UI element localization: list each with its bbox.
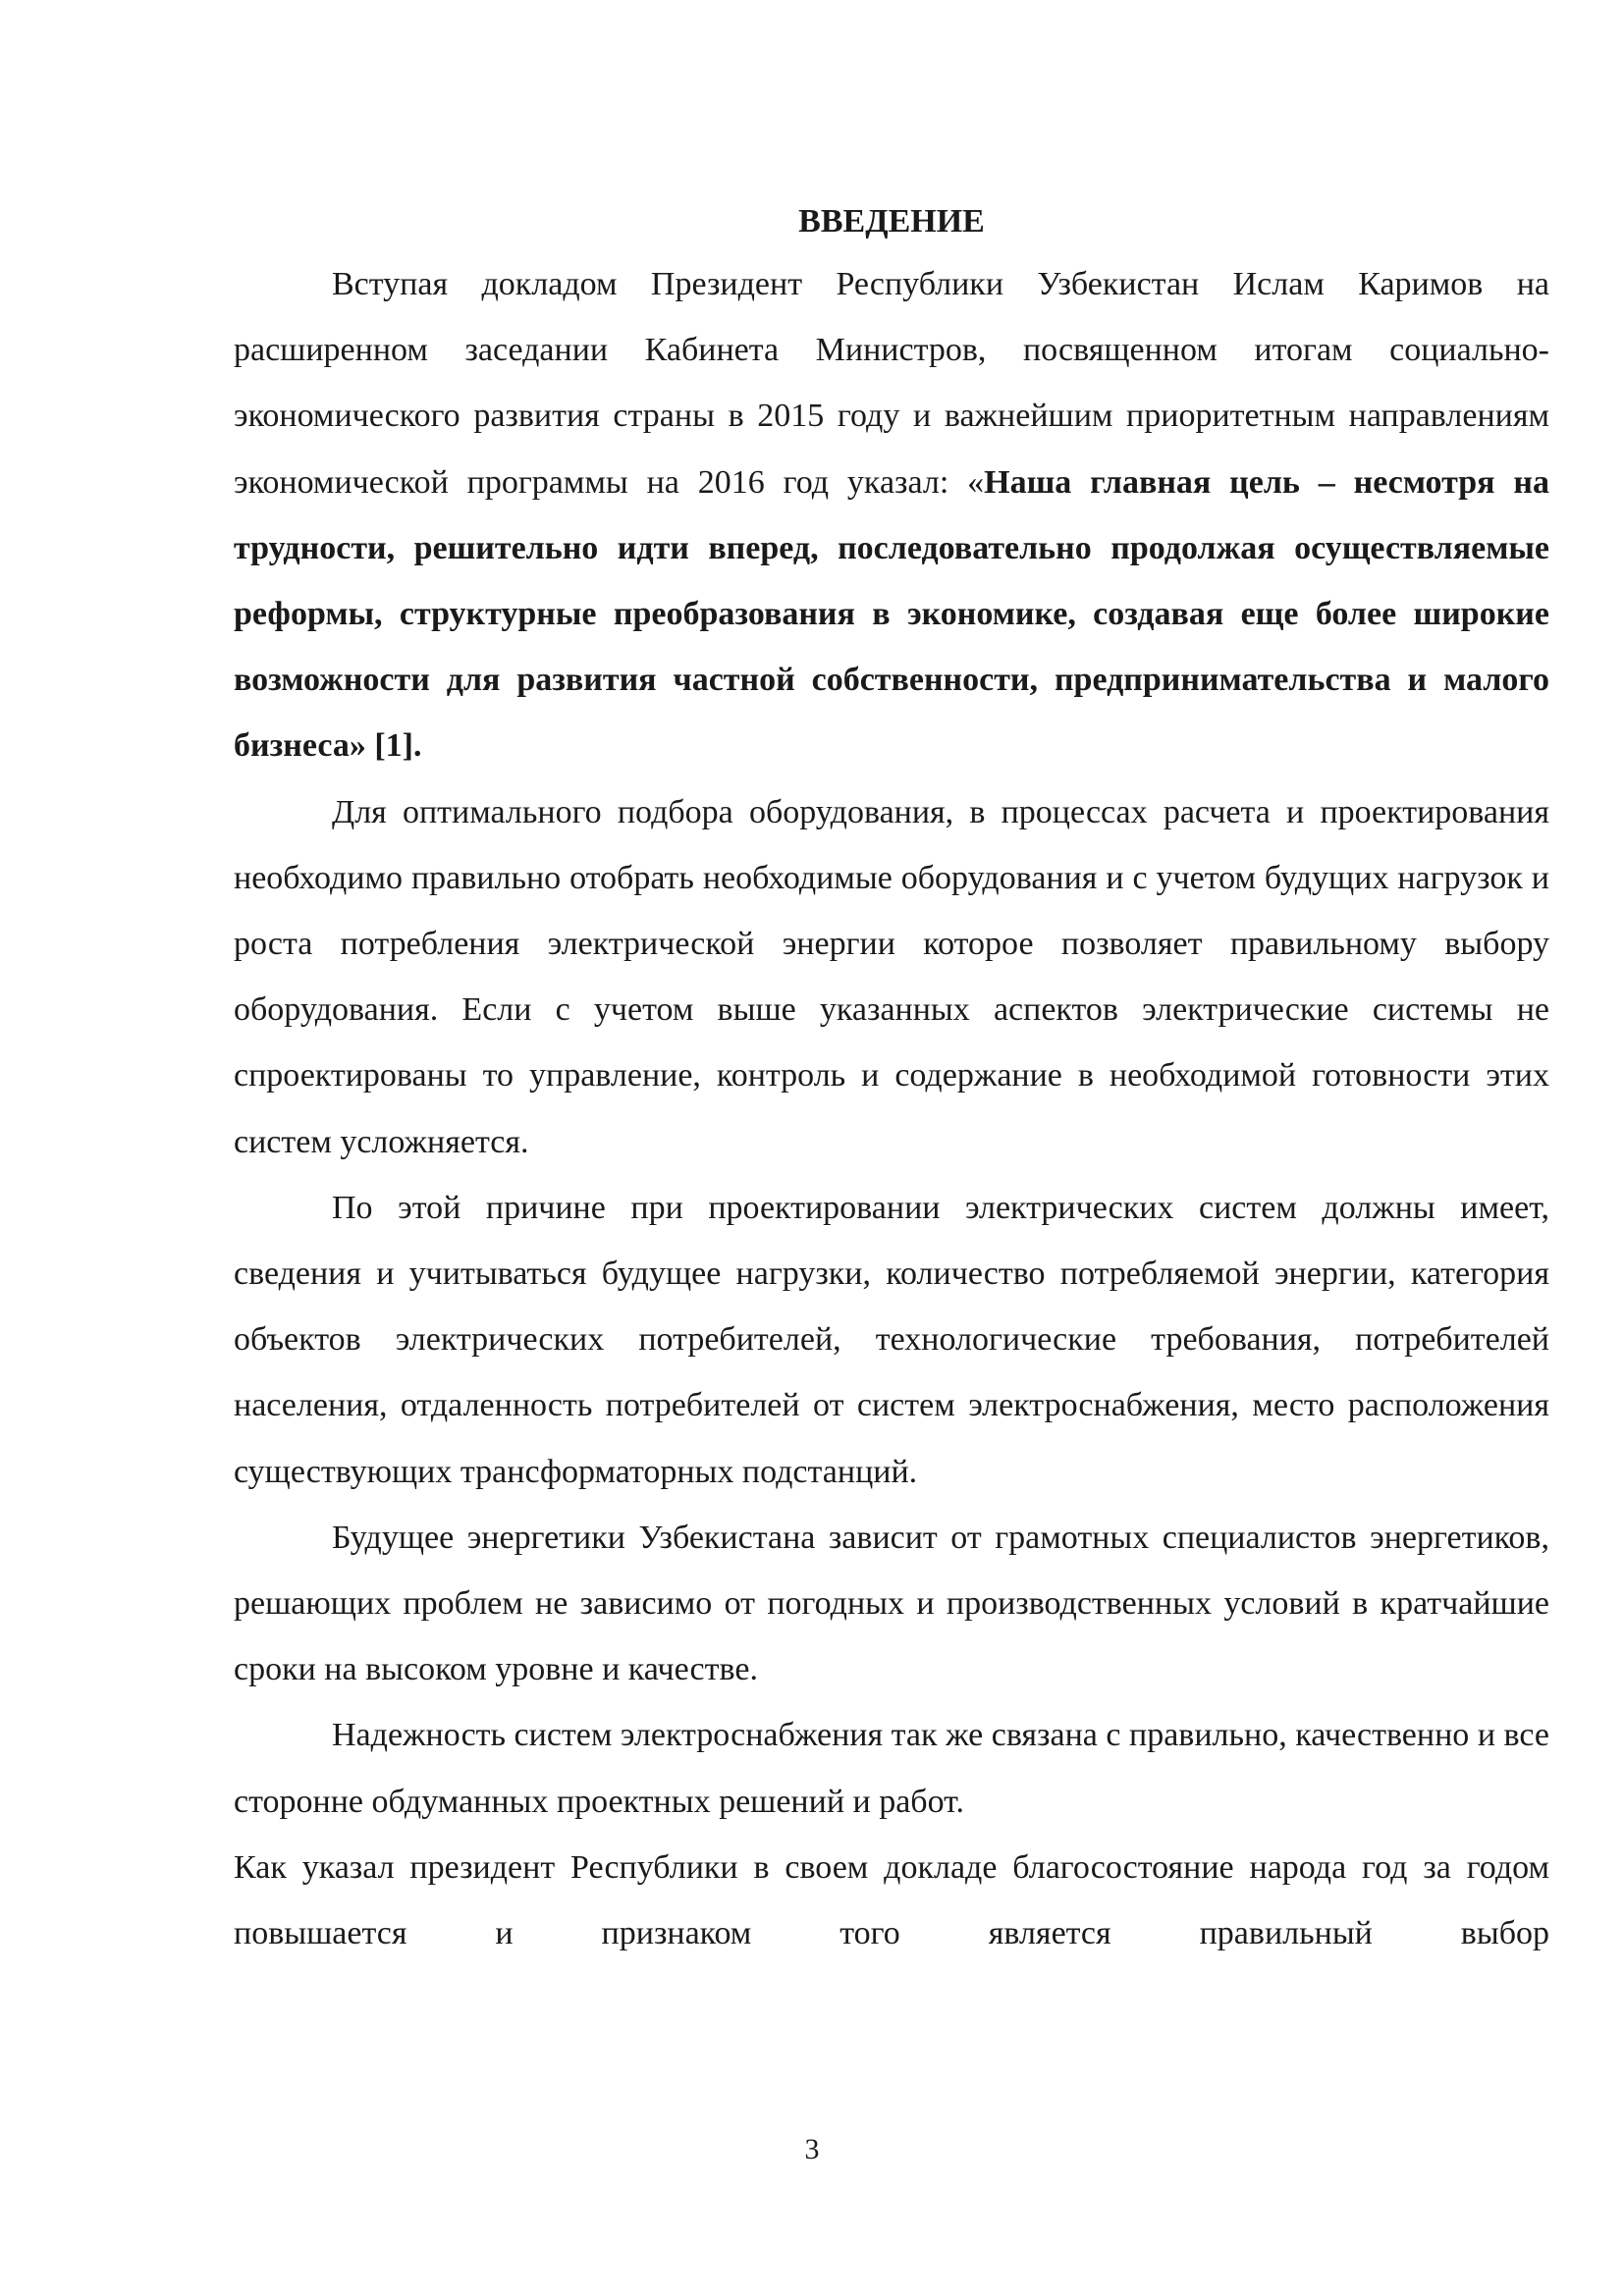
paragraph-lead-text: Вступая докладом Президент Республики Узбекистан Ислам Каримов на расширенном заседании Кабинета Министров, посвященном итогам социально-экономического развития страны в 2015 году и важнейшим приоритетным направлениям экономической программы на 2016 год указал: «	[234, 266, 1549, 501]
page-title: ВВЕДЕНИЕ	[798, 203, 985, 240]
paragraph-design-requirements: По этой причине при проектировании электрических систем должны имеет, сведения и учитываться будущее нагрузки, количество потребляемой энергии, категория объектов электрических потребителей, технологические требования, потребителей населения, отдаленность потребителей от систем электроснабжения, место расположения существующих трансформаторных подстанций.	[234, 1189, 1549, 1490]
paragraph-president-quote	[234, 251, 1549, 779]
page-content	[234, 192, 1549, 1966]
paragraph-equipment-selection: Для оптимального подбора оборудования, в процессах расчета и проектирования необходимо правильно отобрать необходимые оборудования и с учетом будущих нагрузок и роста потребления электрической энергии которое позволяет правильному выбору оборудования. Если с учетом выше указанных аспектов электрические системы не спроектированы то управление, контроль и содержание в необходимой готовности этих систем усложняется.	[234, 793, 1549, 1160]
paragraph-president-report: Как указал президент Республики в своем докладе благосостояние народа год за годом повышается и признаком того является правильный выбор	[234, 1848, 1549, 1952]
paragraph-energy-future: Будущее энергетики Узбекистана зависит от грамотных специалистов энергетиков, решающих проблем не зависимо от погодных и производственных условий в кратчайшие сроки на высоком уровне и качестве.	[234, 1519, 1549, 1688]
page-number: 3	[804, 2133, 820, 2165]
bold-quote-text: Наша главная цель – несмотря на трудности, решительно идти вперед, последовательно продолжая осуществляемые реформы, структурные преобразования в экономике, создавая еще более широкие возможности для развития частной собственности, предпринимательства и малого бизнеса» [1].	[234, 463, 1549, 765]
paragraph-reliability: Надежность систем электроснабжения так же связана с правильно, качественно и все сторонне обдуманных проектных решений и работ.	[234, 1717, 1549, 1820]
